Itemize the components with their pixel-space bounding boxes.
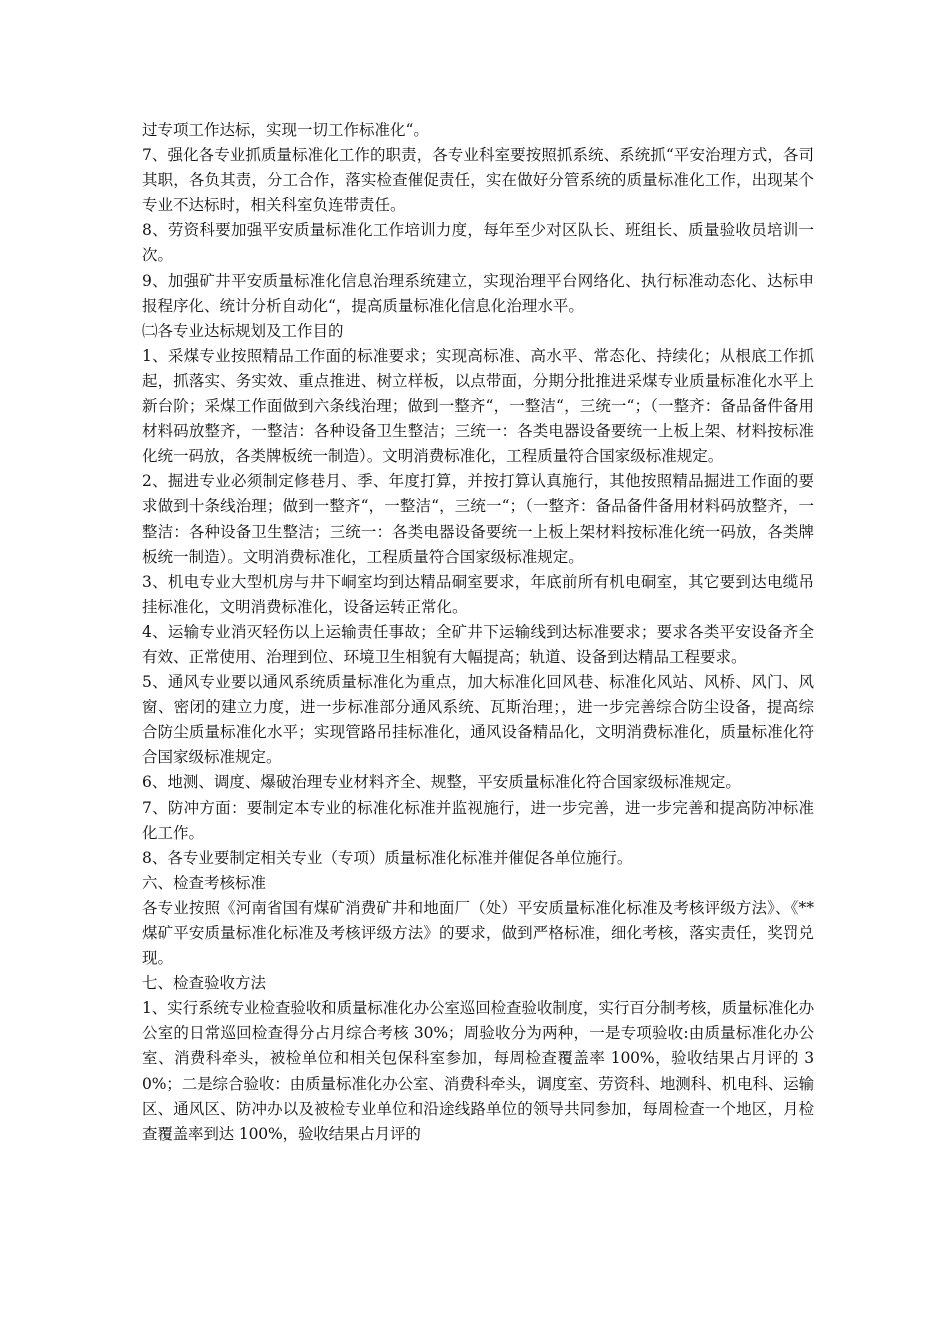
paragraph-3: 8、劳资科要加强平安质量标准化工作培训力度，每年至少对区队长、班组长、质量验收员培训一次。 bbox=[142, 221, 814, 265]
paragraph-5-heading: ㈡各专业达标规划及工作目的 bbox=[142, 321, 344, 340]
paragraph-10: 5、通风专业要以通风系统质量标准化为重点，加大标准化回风巷、标准化风站、风桥、风门、风窗、密闭的建立力度，进一步标准部分通风系统、瓦斯治理；，进一步完善综合防尘设备，提高综合防尘质量标准化水平；实现管路吊挂标准化，通风设备精品化，文明消费标准化，质量标准化符合国家级标准规定。 bbox=[142, 673, 814, 767]
paragraph-12: 7、防冲方面：要制定本专业的标准化标准并监视施行，进一步完善，进一步完善和提高防冲标准化工作。 bbox=[142, 798, 814, 842]
paragraph-2: 7、强化各专业抓质量标准化工作的职责，各专业科室要按照抓系统、系统抓“平安治理方式，各司其职，各负其责，分工合作，落实检查催促责任，实在做好分管系统的质量标准化工作，出现某个专业不达标时，相关科室负连带责任。 bbox=[142, 146, 814, 215]
paragraph-15: 各专业按照《河南省国有煤矿消费矿井和地面厂（处）平安质量标准化标准及考核评级方法》、《**煤矿平安质量标准化标准及考核评级方法》的要求，做到严格标准，细化考核，落实责任，奖罚兑现。 bbox=[142, 898, 814, 968]
paragraph-17: 1、实行系统专业检查验收和质量标准化办公室巡回检查验收制度，实行百分制考核，质量标准化办公室的日常巡回检查得分占月综合考核 30%；周验收分为两种，一是专项验收:由质量标准化办公室、消费科牵头，被检单位和相关包保科室参加，每周检查覆盖率 100%，验收结果占月评的 30%；二是综合验收：由质量标准化办公室、消费科牵头，调度室、劳资科、地测科、机电科、运输区、通风区、防冲办以及被检专业单位和沿途线路单位的领导共同参加，每周检查一个地区，月检查覆盖率到达 100%，验收结果占月评的 bbox=[142, 999, 814, 1143]
section-heading-6: 六、检查考核标准 bbox=[142, 873, 267, 892]
paragraph-13: 8、各专业要制定相关专业（专项）质量标准化标准并催促各单位施行。 bbox=[142, 848, 633, 867]
paragraph-8: 3、机电专业大型机房与井下峒室均到达精品硐室要求，年底前所有机电硐室，其它要到达电缆吊挂标准化，文明消费标准化，设备运转正常化。 bbox=[142, 572, 814, 616]
paragraph-11: 6、地测、调度、爆破治理专业材料齐全、规整，平安质量标准化符合国家级标准规定。 bbox=[142, 773, 741, 792]
document-body bbox=[142, 118, 814, 1147]
paragraph-9: 4、运输专业消灭轻伤以上运输责任事故；全矿井下运输线到达标准要求；要求各类平安设备齐全有效、正常使用、治理到位、环境卫生相貌有大幅提高；轨道、设备到达精品工程要求。 bbox=[142, 622, 814, 666]
paragraph-1: 过专项工作达标，实现一切工作标准化“。 bbox=[142, 121, 429, 139]
paragraph-6: 1、采煤专业按照精品工作面的标准要求；实现高标准、高水平、常态化、持续化；从根底工作抓起，抓落实、务实效、重点推进、树立样板，以点带面，分期分批推进采煤专业质量标准化水平上新台阶；采煤工作面做到六条线治理；做到一整齐“，一整洁“，三统一“；（一整齐：备品备件备用材料码放整齐，一整洁：各种设备卫生整洁；三统一：各类电器设备要统一上板上架、材料按标准化统一码放，各类牌板统一制造）。文明消费标准化，工程质量符合国家级标准规定。 bbox=[142, 346, 814, 466]
section-heading-7: 七、检查验收方法 bbox=[142, 974, 267, 993]
paragraph-4: 9、加强矿井平安质量标准化信息治理系统建立，实现治理平台网络化、执行标准动态化、达标申报程序化、统计分析自动化“，提高质量标准化信息化治理水平。 bbox=[142, 271, 814, 315]
paragraph-7: 2、掘进专业必须制定修巷月、季、年度打算，并按打算认真施行，其他按照精品掘进工作面的要求做到十条线治理；做到一整齐“，一整洁“，三统一“；（一整齐：备品备件备用材料码放整齐，一整洁：各种设备卫生整洁；三统一：各类电器设备要统一上板上架材料按标准化统一码放，各类牌板统一制造）。文明消费标准化，工程质量符合国家级标准规定。 bbox=[142, 472, 814, 566]
